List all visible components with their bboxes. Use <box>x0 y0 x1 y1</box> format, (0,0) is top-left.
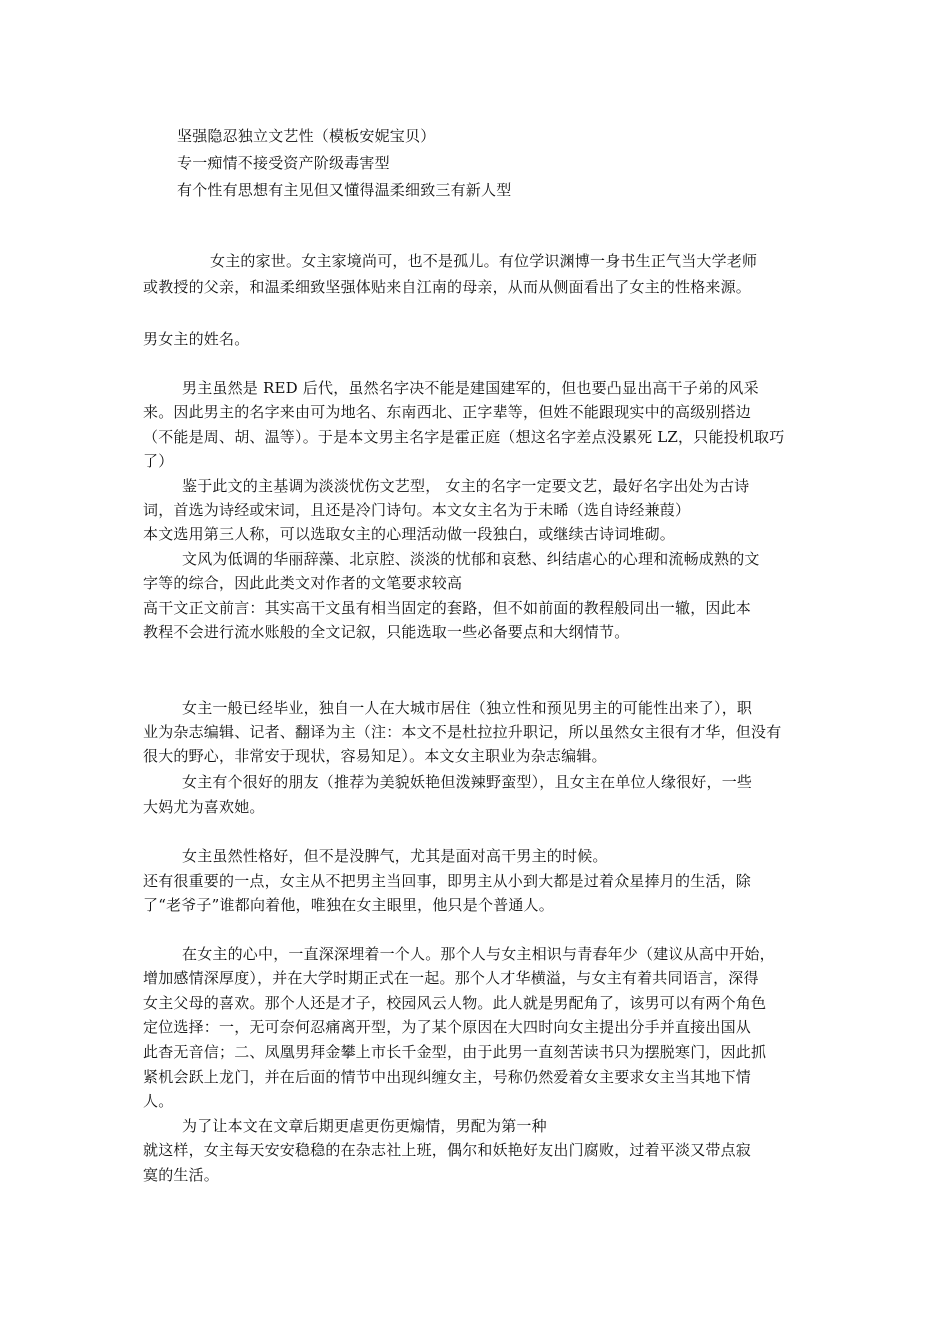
text-line: 增加感情深厚度），并在大学时期正式在一起。那个人才华横溢，与女主有着共同语言，深得 <box>143 969 759 987</box>
intro-line: 专一痴情不接受资产阶级毒害型 <box>177 154 390 172</box>
text-line: 此杳无音信；二、凤凰男拜金攀上市长千金型，由于此男一直刻苦读书只为摆脱寒门，因此抓 <box>143 1043 767 1061</box>
text-line: 词，首选为诗经或宋词，且还是冷门诗句。本文女主名为于未晞（选自诗经兼葭） <box>143 501 691 519</box>
text-line: 定位选择：一，无可奈何忍痛离开型，为了某个原因在大四时向女主提出分手并直接出国从 <box>143 1018 752 1036</box>
text-line: 本文选用第三人称，可以选取女主的心理活动做一段独白，或继续古诗词堆砌。 <box>143 525 676 543</box>
text-line: 男女主的姓名。 <box>143 330 250 348</box>
text-line: 大妈尤为喜欢她。 <box>143 798 265 816</box>
text-line: 女主父母的喜欢。那个人还是才子，校园风云人物。此人就是男配角了，该男可以有两个角色 <box>143 994 767 1012</box>
intro-line: 有个性有思想有主见但又懂得温柔细致三有新人型 <box>177 181 512 199</box>
text-line: 文风为低调的华丽辞藻、北京腔、淡淡的忧郁和哀愁、纠结虐心的心理和流畅成熟的文 <box>182 550 760 568</box>
text-line: 女主的家世。女主家境尚可，也不是孤儿。有位学识渊博一身书生正气当大学老师 <box>210 252 758 270</box>
text-line: 女主虽然性格好，但不是没脾气，尤其是面对高干男主的时候。 <box>182 847 608 865</box>
text-line: 高干文正文前言：其实高干文虽有相当固定的套路，但不如前面的教程般同出一辙，因此本 <box>143 599 752 617</box>
text-line: 寞的生活。 <box>143 1166 220 1184</box>
text-line: 鉴于此文的主基调为淡淡忧伤文艺型， 女主的名字一定要文艺，最好名字出处为古诗 <box>182 477 750 495</box>
text-line: 女主一般已经毕业，独自一人在大城市居住（独立性和预见男主的可能性出来了），职 <box>182 699 753 717</box>
text-line: 在女主的心中，一直深深埋着一个人。那个人与女主相识与青春年少（建议从高中开始， <box>182 945 775 963</box>
text-line: 教程不会进行流水账般的全文记叙，只能选取一些必备要点和大纲情节。 <box>143 623 630 641</box>
text-line: 很大的野心，非常安于现状，容易知足）。本文女主职业为杂志编辑。 <box>143 747 607 765</box>
text-line: （不能是周、胡、温等）。于是本文男主名字是霍正庭（想这名字差点没累死 LZ，只能投机取巧 <box>143 428 785 446</box>
text-line: 字等的综合，因此此类文对作者的文笔要求较高 <box>143 574 463 592</box>
text-line: 男主虽然是 RED 后代，虽然名字决不能是建国建军的，但也要凸显出高干子弟的风采 <box>182 379 759 397</box>
intro-line: 坚强隐忍独立文艺性（模板安妮宝贝） <box>177 127 436 145</box>
text-line: 了） <box>143 452 174 470</box>
text-line: 就这样，女主每天安安稳稳的在杂志社上班，偶尔和妖艳好友出门腐败，过着平淡又带点寂 <box>143 1141 752 1159</box>
text-line: 业为杂志编辑、记者、翻译为主（注：本文不是杜拉拉升职记，所以虽然女主很有才华，但没有 <box>143 723 782 741</box>
text-line: 女主有个很好的朋友（推荐为美貌妖艳但泼辣野蛮型），且女主在单位人缘很好，一些 <box>182 773 753 791</box>
text-line: 人。 <box>143 1092 174 1110</box>
text-line: 来。因此男主的名字来由可为地名、东南西北、正字辈等，但姓不能跟现实中的高级别搭边 <box>143 403 752 421</box>
text-line: 了“老爷子”谁都向着他，唯独在女主眼里，他只是个普通人。 <box>143 896 554 914</box>
text-line: 还有很重要的一点，女主从不把男主当回事，即男主从小到大都是过着众星捧月的生活，除 <box>143 872 752 890</box>
text-line: 或教授的父亲，和温柔细致坚强体贴来自江南的母亲，从而从侧面看出了女主的性格来源。 <box>143 278 752 296</box>
text-line: 为了让本文在文章后期更虐更伤更煽情，男配为第一种 <box>182 1117 547 1135</box>
text-line: 紧机会跃上龙门，并在后面的情节中出现纠缠女主，号称仍然爱着女主要求女主当其地下情 <box>143 1068 752 1086</box>
